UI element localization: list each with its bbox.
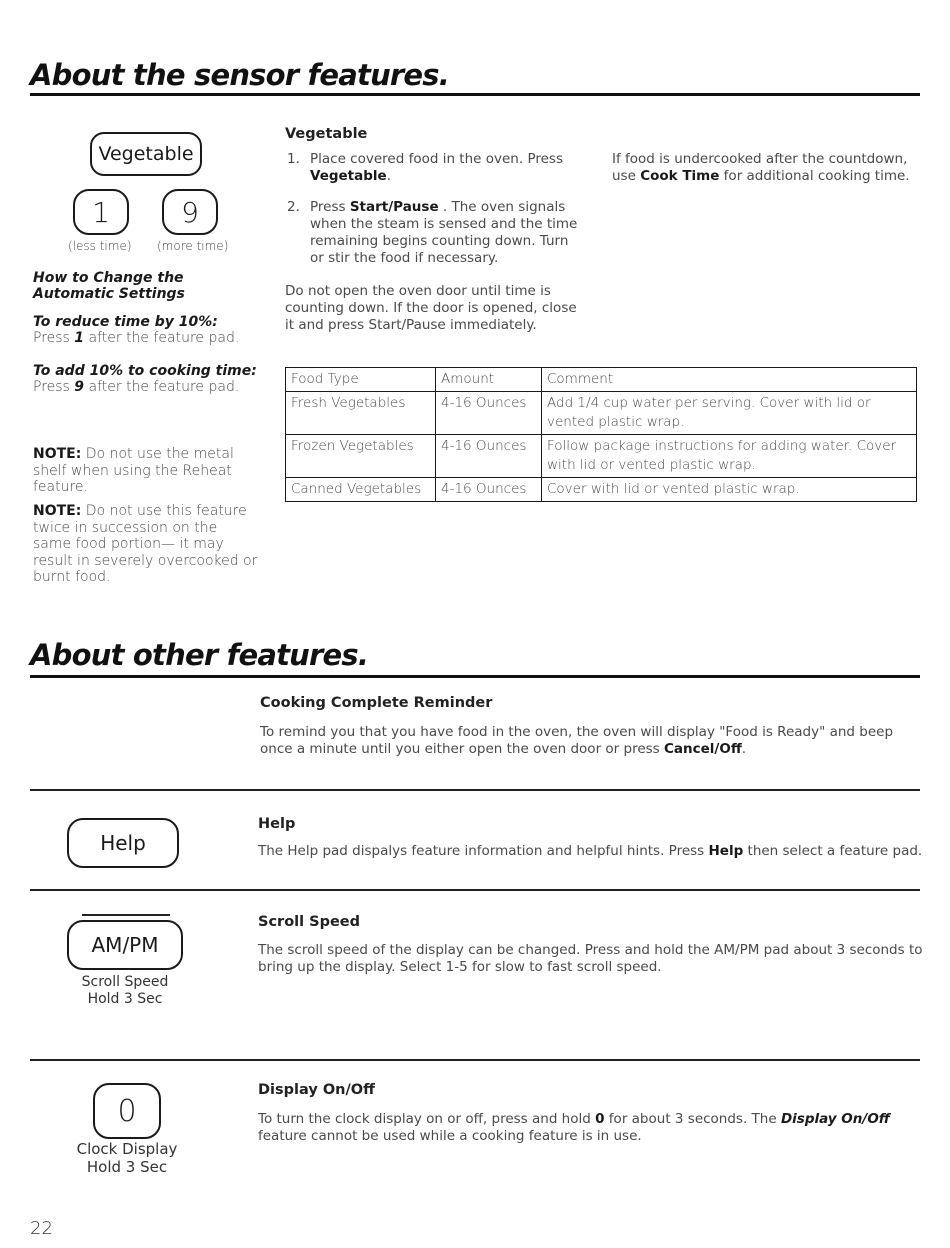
table-row bbox=[286, 435, 917, 478]
door-warning-text: Do not open the oven door until time is counting down. If the door is opened, close it and press Start/Pause immediately. bbox=[285, 283, 577, 333]
less-time-pad[interactable]: 1 bbox=[73, 189, 129, 235]
sensor-title-rule bbox=[30, 93, 920, 96]
change-settings-heading bbox=[33, 270, 263, 302]
table-cell: 4-16 Ounces bbox=[436, 478, 542, 502]
table-row bbox=[286, 392, 917, 435]
divider bbox=[30, 1059, 920, 1061]
table-header-cell: Food Type bbox=[286, 368, 436, 392]
add-time-text: Press 9 after the feature pad. bbox=[33, 379, 240, 395]
help-text: The Help pad dispalys feature information and helpful hints. Press Help then select a feature pad. bbox=[258, 843, 923, 859]
table-cell: Fresh Vegetables bbox=[286, 392, 436, 435]
note-twice-succession: NOTE: Do not use this feature twice in succession on the same food portion— it may result in severely overcooked or burnt food. bbox=[33, 503, 258, 585]
vegetable-table bbox=[285, 367, 917, 502]
add-time-heading: To add 10% to cooking time: bbox=[33, 363, 257, 379]
scroll-speed-text: The scroll speed of the display can be changed. Press and hold the AM/PM pad about 3 seconds to bring up the display. Select 1-5 for slow to fast scroll speed. bbox=[258, 942, 923, 975]
zero-pad[interactable]: 0 bbox=[93, 1083, 161, 1139]
ampm-caption-line1: Scroll Speed bbox=[81, 974, 169, 990]
ampm-pad[interactable]: AM/PM bbox=[67, 920, 183, 970]
other-title-rule bbox=[30, 675, 920, 678]
reminder-heading: Cooking Complete Reminder bbox=[260, 695, 493, 711]
table-cell: Cover with lid or vented plastic wrap. bbox=[542, 478, 917, 502]
less-time-caption: (less time) bbox=[68, 239, 132, 253]
change-settings-heading-line2: Automatic Settings bbox=[33, 286, 185, 302]
vegetable-heading: Vegetable bbox=[285, 126, 368, 142]
ampm-caption-line2: Hold 3 Sec bbox=[87, 991, 163, 1007]
ampm-top-line bbox=[82, 914, 170, 916]
table-header-cell: Amount bbox=[436, 368, 542, 392]
reminder-text: To remind you that you have food in the oven, the oven will display "Food is Ready" and beep once a minute until you either open the oven door or press Cancel/Off. bbox=[260, 724, 894, 757]
help-pad[interactable]: Help bbox=[67, 818, 179, 868]
divider bbox=[30, 889, 920, 891]
table-cell: Canned Vegetables bbox=[286, 478, 436, 502]
table-cell: Frozen Vegetables bbox=[286, 435, 436, 478]
step2-number: 2. bbox=[287, 199, 300, 215]
table-header-row bbox=[286, 368, 917, 392]
step1-text: Place covered food in the oven. Press Vegetable. bbox=[310, 151, 563, 184]
divider bbox=[30, 789, 920, 791]
undercooked-text: If food is undercooked after the countdown, use Cook Time for additional cooking time. bbox=[612, 151, 910, 184]
note-metal-shelf: NOTE: Do not use the metal shelf when using the Reheat feature. bbox=[33, 446, 234, 495]
table-cell: 4-16 Ounces bbox=[436, 392, 542, 435]
ampm-caption bbox=[67, 974, 183, 1008]
reduce-time-text: Press 1 after the feature pad. bbox=[33, 330, 240, 346]
table-row bbox=[286, 478, 917, 502]
page-number: 22 bbox=[30, 1218, 53, 1239]
display-onoff-text: To turn the clock display on or off, press and hold 0 for about 3 seconds. The Display On/Off feature cannot be used while a cooking feature is in use. bbox=[258, 1111, 891, 1144]
zero-caption-line2: Hold 3 Sec bbox=[86, 1158, 168, 1176]
display-onoff-heading: Display On/Off bbox=[258, 1082, 375, 1098]
step2-text: Press Start/Pause . The oven signals when the steam is sensed and the time remaining begins counting down. Turn or stir the food if necessary. bbox=[310, 199, 578, 266]
step1-number: 1. bbox=[287, 151, 300, 167]
more-time-caption: (more time) bbox=[157, 239, 229, 253]
table-cell: Add 1/4 cup water per serving. Cover with lid or vented plastic wrap. bbox=[542, 392, 917, 435]
zero-caption-line1: Clock Display bbox=[76, 1140, 178, 1158]
reduce-time-heading: To reduce time by 10%: bbox=[33, 314, 218, 330]
vegetable-pad[interactable]: Vegetable bbox=[90, 132, 202, 176]
help-heading: Help bbox=[258, 816, 296, 832]
table-cell: 4-16 Ounces bbox=[436, 435, 542, 478]
sensor-section-title: About the sensor features. bbox=[30, 58, 449, 92]
table-header-cell: Comment bbox=[542, 368, 917, 392]
change-settings-heading-line1: How to Change the bbox=[33, 270, 184, 286]
other-section-title: About other features. bbox=[30, 638, 369, 672]
more-time-pad[interactable]: 9 bbox=[162, 189, 218, 235]
table-cell: Follow package instructions for adding water. Cover with lid or vented plastic wrap. bbox=[542, 435, 917, 478]
scroll-speed-heading: Scroll Speed bbox=[258, 914, 361, 930]
zero-caption bbox=[57, 1140, 197, 1176]
